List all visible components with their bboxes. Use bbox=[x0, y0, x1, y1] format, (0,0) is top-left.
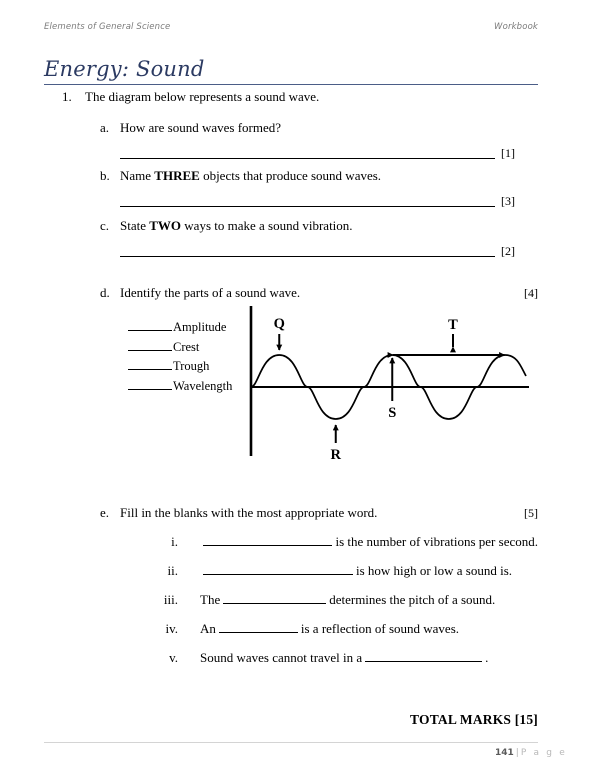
part-a bbox=[100, 120, 538, 159]
answer-blank-crest[interactable] bbox=[128, 339, 172, 351]
part-c bbox=[100, 218, 538, 257]
wave-marker-r-label: R bbox=[330, 447, 341, 463]
part-c-answer-line[interactable] bbox=[120, 244, 495, 257]
answer-blank-trough[interactable] bbox=[128, 358, 172, 370]
part-c-text-bold: TWO bbox=[149, 218, 182, 233]
question-1 bbox=[62, 89, 319, 104]
fill-blank-text-i: is the number of vibrations per second. bbox=[335, 534, 538, 549]
footer-page-word: P a g e bbox=[520, 748, 567, 758]
part-e-marks: [5] bbox=[524, 506, 538, 520]
list-item bbox=[140, 590, 538, 619]
sound-wave-diagram bbox=[100, 306, 538, 461]
fill-blank-list bbox=[140, 532, 538, 677]
part-b bbox=[100, 168, 538, 207]
fill-blank-input-iii[interactable] bbox=[223, 590, 326, 604]
part-c-text-after: ways to make a sound vibration. bbox=[181, 218, 353, 233]
footer-separator: | bbox=[515, 748, 519, 758]
list-item bbox=[140, 532, 538, 561]
fill-blank-text-v: . bbox=[485, 650, 489, 665]
wave-label-list bbox=[128, 318, 232, 396]
list-item bbox=[140, 619, 538, 648]
fill-blank-roman-v: v. bbox=[169, 650, 178, 665]
answer-blank-wavelength[interactable] bbox=[128, 378, 172, 390]
footer-page-number: 141 bbox=[494, 748, 514, 758]
wave-graph-svg bbox=[240, 298, 536, 463]
footer-divider bbox=[44, 742, 538, 743]
part-c-text-before: State bbox=[120, 218, 150, 233]
answer-blank-amplitude[interactable] bbox=[128, 319, 172, 331]
part-c-answer-row bbox=[120, 244, 538, 257]
header-left-text: Elements of General Science bbox=[44, 22, 171, 32]
wave-label-wavelength: Wavelength bbox=[173, 378, 233, 393]
part-c-marks: [2] bbox=[501, 244, 515, 258]
fill-blank-before-v: Sound waves cannot travel in a bbox=[200, 650, 363, 665]
fill-blank-input-ii[interactable] bbox=[203, 561, 353, 575]
part-b-text-bold: THREE bbox=[154, 168, 200, 183]
part-a-text: How are sound waves formed? bbox=[120, 120, 282, 135]
wave-marker-q-label: Q bbox=[273, 316, 285, 332]
running-header bbox=[44, 22, 538, 32]
header-right-text: Workbook bbox=[494, 22, 538, 32]
part-b-answer-line[interactable] bbox=[120, 194, 495, 207]
part-b-marks: [3] bbox=[501, 194, 515, 208]
part-a-answer-line[interactable] bbox=[120, 146, 495, 159]
part-a-marks: [1] bbox=[501, 146, 515, 160]
part-e-text: Fill in the blanks with the most appropriate word. bbox=[120, 505, 378, 520]
fill-blank-before-iii: The bbox=[200, 592, 221, 607]
list-item bbox=[140, 648, 538, 677]
fill-blank-input-i[interactable] bbox=[203, 532, 332, 546]
part-b-text-before: Name bbox=[120, 168, 155, 183]
wave-marker-t-label: T bbox=[448, 317, 458, 333]
part-b-letter: b. bbox=[100, 168, 110, 183]
wave-label-crest: Crest bbox=[173, 339, 200, 354]
part-a-answer-row bbox=[120, 146, 538, 159]
part-b-answer-row bbox=[120, 194, 538, 207]
page-title: Energy: Sound bbox=[44, 57, 205, 81]
part-e bbox=[100, 505, 538, 521]
fill-blank-roman-iv: iv. bbox=[165, 621, 178, 636]
question-text: The diagram below represents a sound wave. bbox=[85, 89, 320, 104]
wave-label-item bbox=[128, 318, 232, 338]
total-marks: TOTAL MARKS [15] bbox=[410, 712, 538, 727]
wave-label-item bbox=[128, 357, 232, 377]
list-item bbox=[140, 561, 538, 590]
part-e-letter: e. bbox=[100, 505, 110, 520]
part-b-text-after: objects that produce sound waves. bbox=[199, 168, 382, 183]
wave-label-item bbox=[128, 338, 232, 358]
wave-label-amplitude: Amplitude bbox=[173, 320, 227, 334]
fill-blank-roman-iii: iii. bbox=[163, 592, 178, 607]
wave-marker-s-label: S bbox=[388, 405, 397, 421]
title-divider bbox=[44, 84, 538, 85]
fill-blank-before-iv: An bbox=[200, 621, 216, 636]
fill-blank-text-iii: determines the pitch of a sound. bbox=[329, 592, 496, 607]
page-footer bbox=[495, 748, 567, 758]
fill-blank-input-iv[interactable] bbox=[219, 619, 298, 633]
part-c-letter: c. bbox=[100, 218, 110, 233]
fill-blank-text-iv: is a reflection of sound waves. bbox=[300, 621, 460, 636]
fill-blank-text-ii: is how high or low a sound is. bbox=[356, 563, 512, 578]
question-number: 1. bbox=[62, 89, 72, 104]
fill-blank-roman-i: i. bbox=[171, 534, 178, 549]
wave-label-trough: Trough bbox=[173, 359, 210, 373]
wave-label-item bbox=[128, 377, 232, 397]
fill-blank-input-v[interactable] bbox=[365, 648, 482, 662]
part-d-text: Identify the parts of a sound wave. bbox=[120, 285, 301, 300]
part-a-letter: a. bbox=[100, 120, 110, 135]
part-d-marks: [4] bbox=[524, 286, 538, 300]
part-d-letter: d. bbox=[100, 285, 110, 300]
fill-blank-roman-ii: ii. bbox=[167, 563, 178, 578]
